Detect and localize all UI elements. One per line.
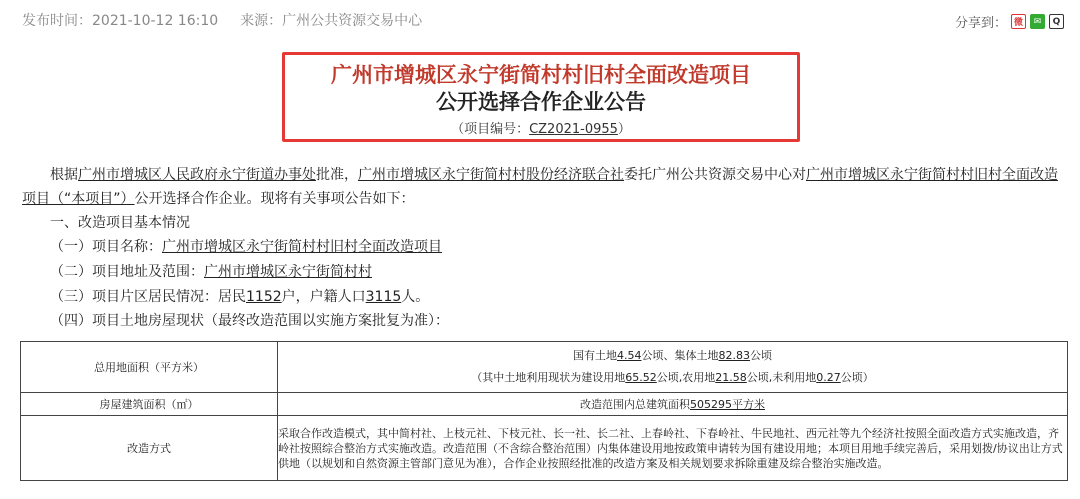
wechat-icon[interactable]: ✉ — [1030, 14, 1045, 29]
total-land-area-label: 总用地面积（平方米） — [21, 342, 278, 393]
land-status-line: （四）项目土地房屋现状（最终改造范围以实施方案批复为准）： — [50, 313, 449, 329]
page-subtitle: 公开选择合作企业公告 — [436, 90, 646, 114]
page-title: 广州市增城区永宁街简村村旧村全面改造项目 — [331, 63, 751, 87]
building-area-value: 改造范围内总建筑面积505295平方米 — [278, 393, 1068, 416]
share-bar — [955, 12, 1064, 31]
share-label: 分享到： — [954, 16, 1007, 31]
section-heading: 一、改造项目基本情况 — [50, 215, 190, 231]
project-name-line: （一）项目名称：广州市增城区永宁街简村村旧村全面改造项目 — [50, 239, 442, 255]
total-land-area-value: 国有土地4.54公顷、集体土地82.83公顷 （其中土地利用现状为建设用地65.52公顷,农用地21.58公顷,未利用地0.27公顷） — [278, 342, 1068, 393]
table-row — [21, 416, 1068, 481]
title-box — [282, 52, 800, 142]
weibo-icon[interactable]: 微 — [1011, 14, 1026, 29]
renovation-method-value: 采取合作改造模式，其中简村社、上枝元社、下枝元社、长一社、长二社、上春岭社、下春岭社、牛民地社、西元社等九个经济社按照全面改造方式实施改造，齐岭社按照综合整治方式实施改造。改造范围（不含综合整治范围）内集体建设用地按政策申请转为国有建设用地；本项目用地手续完善后，采用划拨/协议出让方式供地（以规划和自然资源主管部门意见为准），合作企业按照经批准的改造方案及相关规划要求拆除重建及综合整治实施改造。 — [278, 416, 1068, 481]
table-row — [21, 342, 1068, 393]
source: 来源：广州公共资源交易中心 — [240, 13, 423, 29]
building-area-label: 房屋建筑面积（㎡） — [21, 393, 278, 416]
qq-icon[interactable]: Q — [1049, 14, 1064, 29]
renovation-method-label: 改造方式 — [21, 416, 278, 481]
article-meta — [22, 10, 422, 30]
residents-line: （三）项目片区居民情况：居民1152户，户籍人口3115人。 — [50, 289, 430, 305]
project-address-line: （二）项目地址及范围：广州市增城区永宁街简村村 — [50, 264, 372, 280]
project-code: （项目编号：CZ2021-0955） — [451, 122, 631, 137]
project-code-value: CZ2021-0955 — [529, 122, 618, 137]
table-row — [21, 393, 1068, 416]
intro-paragraph: 根据广州市增城区人民政府永宁街道办事处批准，广州市增城区永宁街简村村股份经济联合社委托广州公共资源交易中心对广州市增城区永宁街简村村旧村全面改造项目（“本项目”）公开选择合作企业。现将有关事项公告如下： — [22, 167, 1058, 207]
land-info-table — [20, 341, 1068, 481]
publish-time: 发布时间：2021-10-12 16:10 — [22, 13, 219, 29]
